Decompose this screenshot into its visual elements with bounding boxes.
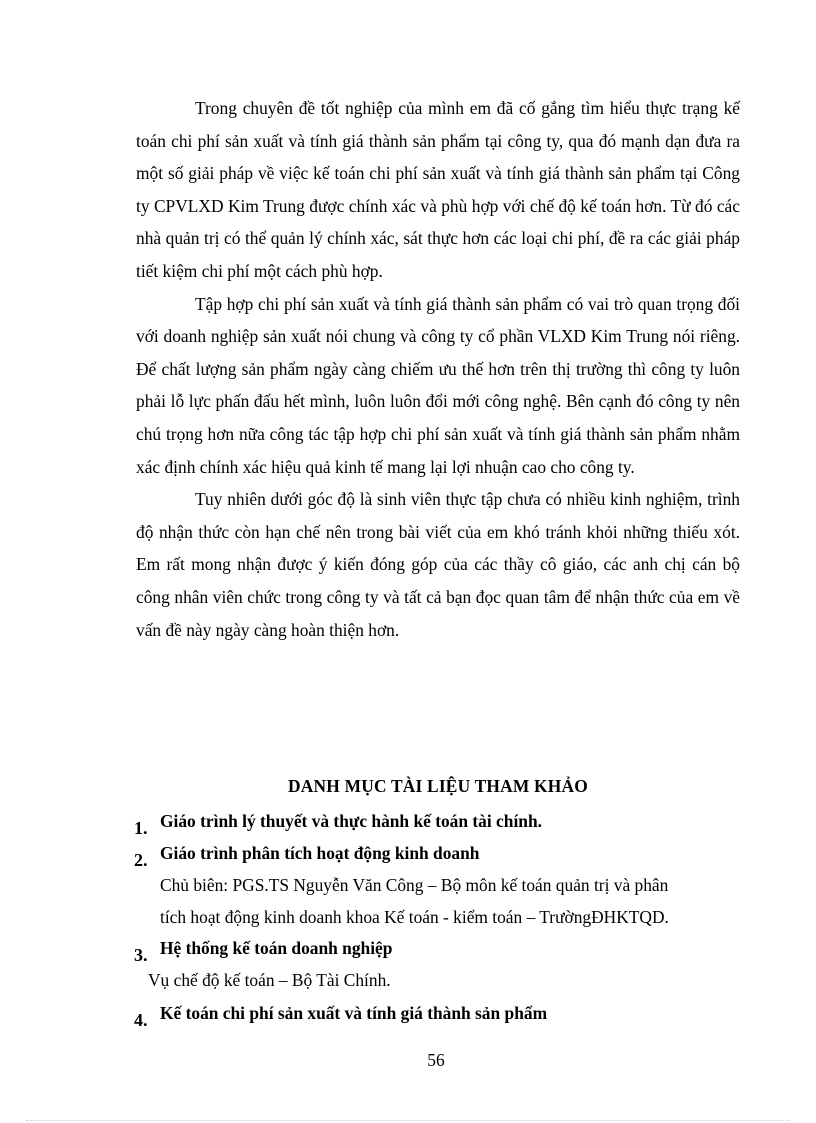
- paragraph-1: Trong chuyên đề tốt nghiệp của mình em đã cố gắng tìm hiểu thực trạng kế toán chi phí sản xuất và tính giá thành sản phẩm tại công ty, qua đó mạnh dạn đưa ra một số giải pháp về việc kế toán chi phí sản xuất và tính giá thành sản phẩm tại Công ty CPVLXD Kim Trung được chính xác và phù hợp với chế độ kế toán hơn. Từ đó các nhà quản trị có thể quản lý chính xác, sát thực hơn các loại chi phí, đề ra các giải pháp tiết kiệm chi phí một cách phù hợp.: [136, 98, 740, 281]
- reference-title: Giáo trình lý thuyết và thực hành kế toán tài chính.: [160, 811, 542, 831]
- page-number: 56: [427, 1050, 445, 1070]
- reference-number: 4.: [134, 1010, 148, 1030]
- footer-divider: [26, 1120, 790, 1121]
- conclusion-body: [136, 92, 740, 646]
- reference-number: 2.: [134, 850, 148, 870]
- reference-detail-line: tích hoạt động kinh doanh khoa Kế toán - kiểm toán – TrườngĐHKTQD.: [160, 907, 669, 927]
- references-title: DANH MỤC TÀI LIỆU THAM KHẢO: [288, 776, 588, 796]
- reference-title: Hệ thống kế toán doanh nghiệp: [160, 938, 393, 958]
- reference-detail-line: Vụ chế độ kế toán – Bộ Tài Chính.: [148, 970, 391, 990]
- reference-title: Giáo trình phân tích hoạt động kinh doanh: [160, 843, 480, 863]
- reference-detail-line: Chủ biên: PGS.TS Nguyễn Văn Công – Bộ môn kế toán quản trị và phân: [160, 875, 669, 895]
- paragraph-3: Tuy nhiên dưới góc độ là sinh viên thực tập chưa có nhiều kinh nghiệm, trình độ nhận thức còn hạn chế nên trong bài viết của em khó tránh khỏi những thiếu xót. Em rất mong nhận được ý kiến đóng góp của các thầy cô giáo, các anh chị cán bộ công nhân viên chức trong công ty và tất cả bạn đọc quan tâm để nhận thức của em về vấn đề này ngày càng hoàn thiện hơn.: [136, 489, 740, 640]
- reference-number: 3.: [134, 945, 148, 965]
- reference-number: 1.: [134, 818, 148, 838]
- paragraph-2: Tập hợp chi phí sản xuất và tính giá thành sản phẩm có vai trò quan trọng đối với doanh nghiệp sản xuất nói chung và công ty cổ phần VLXD Kim Trung nói riêng. Để chất lượng sản phẩm ngày càng chiếm ưu thế hơn trên thị trường thì công ty luôn phải lỗ lực phấn đấu hết mình, luôn luôn đổi mới công nghệ. Bên cạnh đó công ty nên chú trọng hơn nữa công tác tập hợp chi phí sản xuất và tính giá thành sản phẩm nhằm xác định chính xác hiệu quả kinh tế mang lại lợi nhuận cao cho công ty.: [136, 293, 740, 477]
- reference-title: Kế toán chi phí sản xuất và tính giá thành sản phẩm: [160, 1003, 548, 1023]
